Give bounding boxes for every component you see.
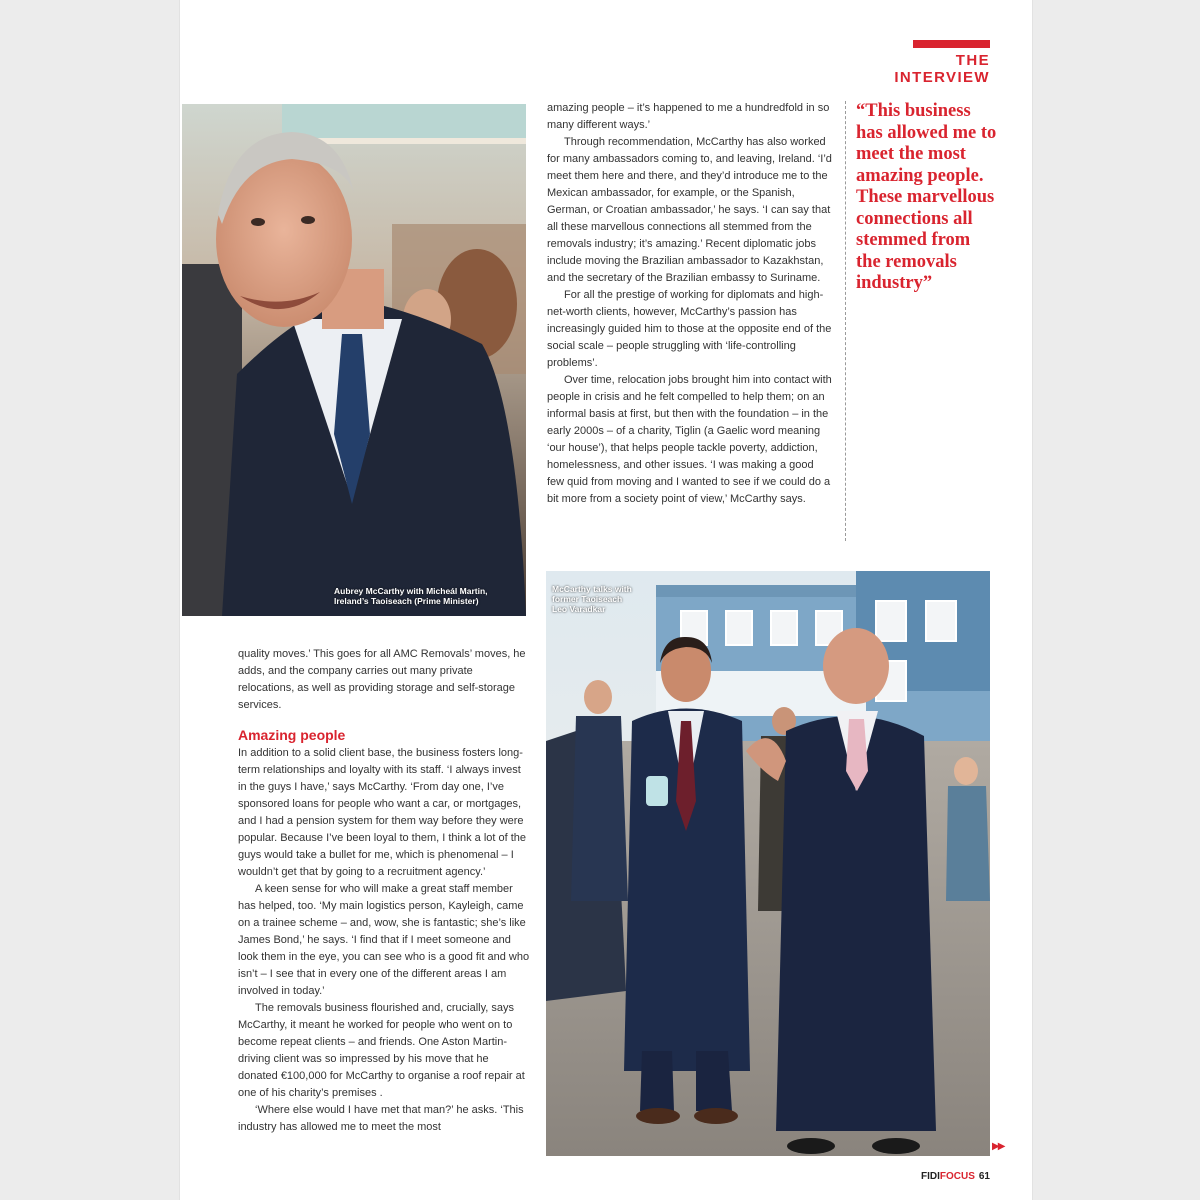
page-footer [880,1171,990,1182]
section-label: THE INTERVIEW [894,52,990,86]
photo-mccarthy-with-martin [182,104,526,616]
photo-left-caption-line1: Aubrey McCarthy with Micheál Martin, [334,586,488,596]
magazine-page [180,0,1032,1200]
article-column-top [547,100,832,508]
article-paragraph: A keen sense for who will make a great staff member has helped, too. ‘My main logistics person, Kayleigh, came on a trainee scheme – and, wow, she is fantastic; she’s like James Bond,’ he says. ‘I find that if I meet someone and look them in the eye, you can see who is a good fit and who isn’t – I see that in every one of the different areas I am involved in today.’ [238,883,530,997]
photo-left-caption-line2: Ireland’s Taoiseach (Prime Minister) [334,596,479,606]
photo-left-image [182,104,526,616]
pull-quote-divider [845,101,846,541]
photo-mccarthy-with-varadkar [546,571,990,1156]
article-paragraph: ‘Where else would I have met that man?’ he asks. ‘This industry has allowed me to meet the most [238,1104,524,1133]
photo-right-caption [552,584,632,614]
photo-right-caption-line3: Leo Varadkar [552,604,606,614]
article-paragraph: quality moves.’ This goes for all AMC Removals’ moves, he adds, and the company carries out many private relocations, as well as providing storage and self-storage services. [238,648,526,711]
article-paragraph: amazing people – it’s happened to me a hundredfold in so many different ways.’ [547,102,830,131]
pull-quote: “This business has allowed me to meet the most amazing people. These marvellous connections all stemmed from the removals industry” [856,101,997,293]
article-paragraph: The removals business flourished and, crucially, says McCarthy, it meant he worked for people who went on to become repeat clients – and friends. One Aston Martin-driving client was so impressed by his move that he donated €100,000 for McCarthy to organise a roof repair at one of his charity’s premises . [238,1002,525,1099]
page-number: 61 [978,1171,990,1182]
photo-right-caption-line2: former Taoiseach [552,594,623,604]
subheading-amazing-people: Amazing people [238,727,346,743]
photo-left-caption [334,586,488,606]
continue-arrows-icon: ▶▶ [992,1141,1004,1152]
article-column-bottom [238,646,530,1136]
photo-right-caption-line1: McCarthy talks with [552,584,632,594]
article-paragraph: Over time, relocation jobs brought him into contact with people in crisis and he felt compelled to help them; on an informal basis at first, but then with the foundation – in the early 2000s – of a charity, Tiglin (a Gaelic word meaning ‘our house’), that helps people tackle poverty, addiction, homelessness, and other issues. ‘I was making a good few quid from moving and I wanted to see if we could do a bit more from a society point of view,’ McCarthy says. [547,374,832,505]
brand-wordmark-focus: FOCUS [939,1171,975,1182]
article-paragraph: In addition to a solid client base, the business fosters long-term relationships and loyalty with its staff. ‘I always invest in the guys I have,’ says McCarthy. ‘From day one, I’ve sponsored loans for people who want a car, or mortgages, and I had a pension system for them way before they were popular. Because I’ve been loyal to them, I think a lot of the guys would take a bullet for me, which is phenomenal – I wouldn’t get that by going to a recruitment agency.’ [238,747,527,878]
photo-right-image [546,571,990,1156]
brand-wordmark-fidi: FIDI [920,1171,940,1182]
article-paragraph: For all the prestige of working for diplomats and high-net-worth clients, however, McCarthy’s passion has increasingly guided him to those at the opposite end of the social scale – people struggling with ‘life-controlling problems’. [547,289,832,369]
section-header-bar [913,40,990,48]
article-paragraph: Through recommendation, McCarthy has also worked for many ambassadors coming to, and leaving, Ireland. ‘I’d meet them here and there, and they’d introduce me to the Mexican ambassador, for example, or the Spanish, German, or Croatian ambassador,’ he says. ‘I can say that all these marvellous connections all stemmed from the removals industry; it’s amazing.’ Recent diplomatic jobs include moving the Brazilian ambassador to Kazakhstan, and the secretary of the Brazilian embassy to Suriname. [547,136,832,284]
